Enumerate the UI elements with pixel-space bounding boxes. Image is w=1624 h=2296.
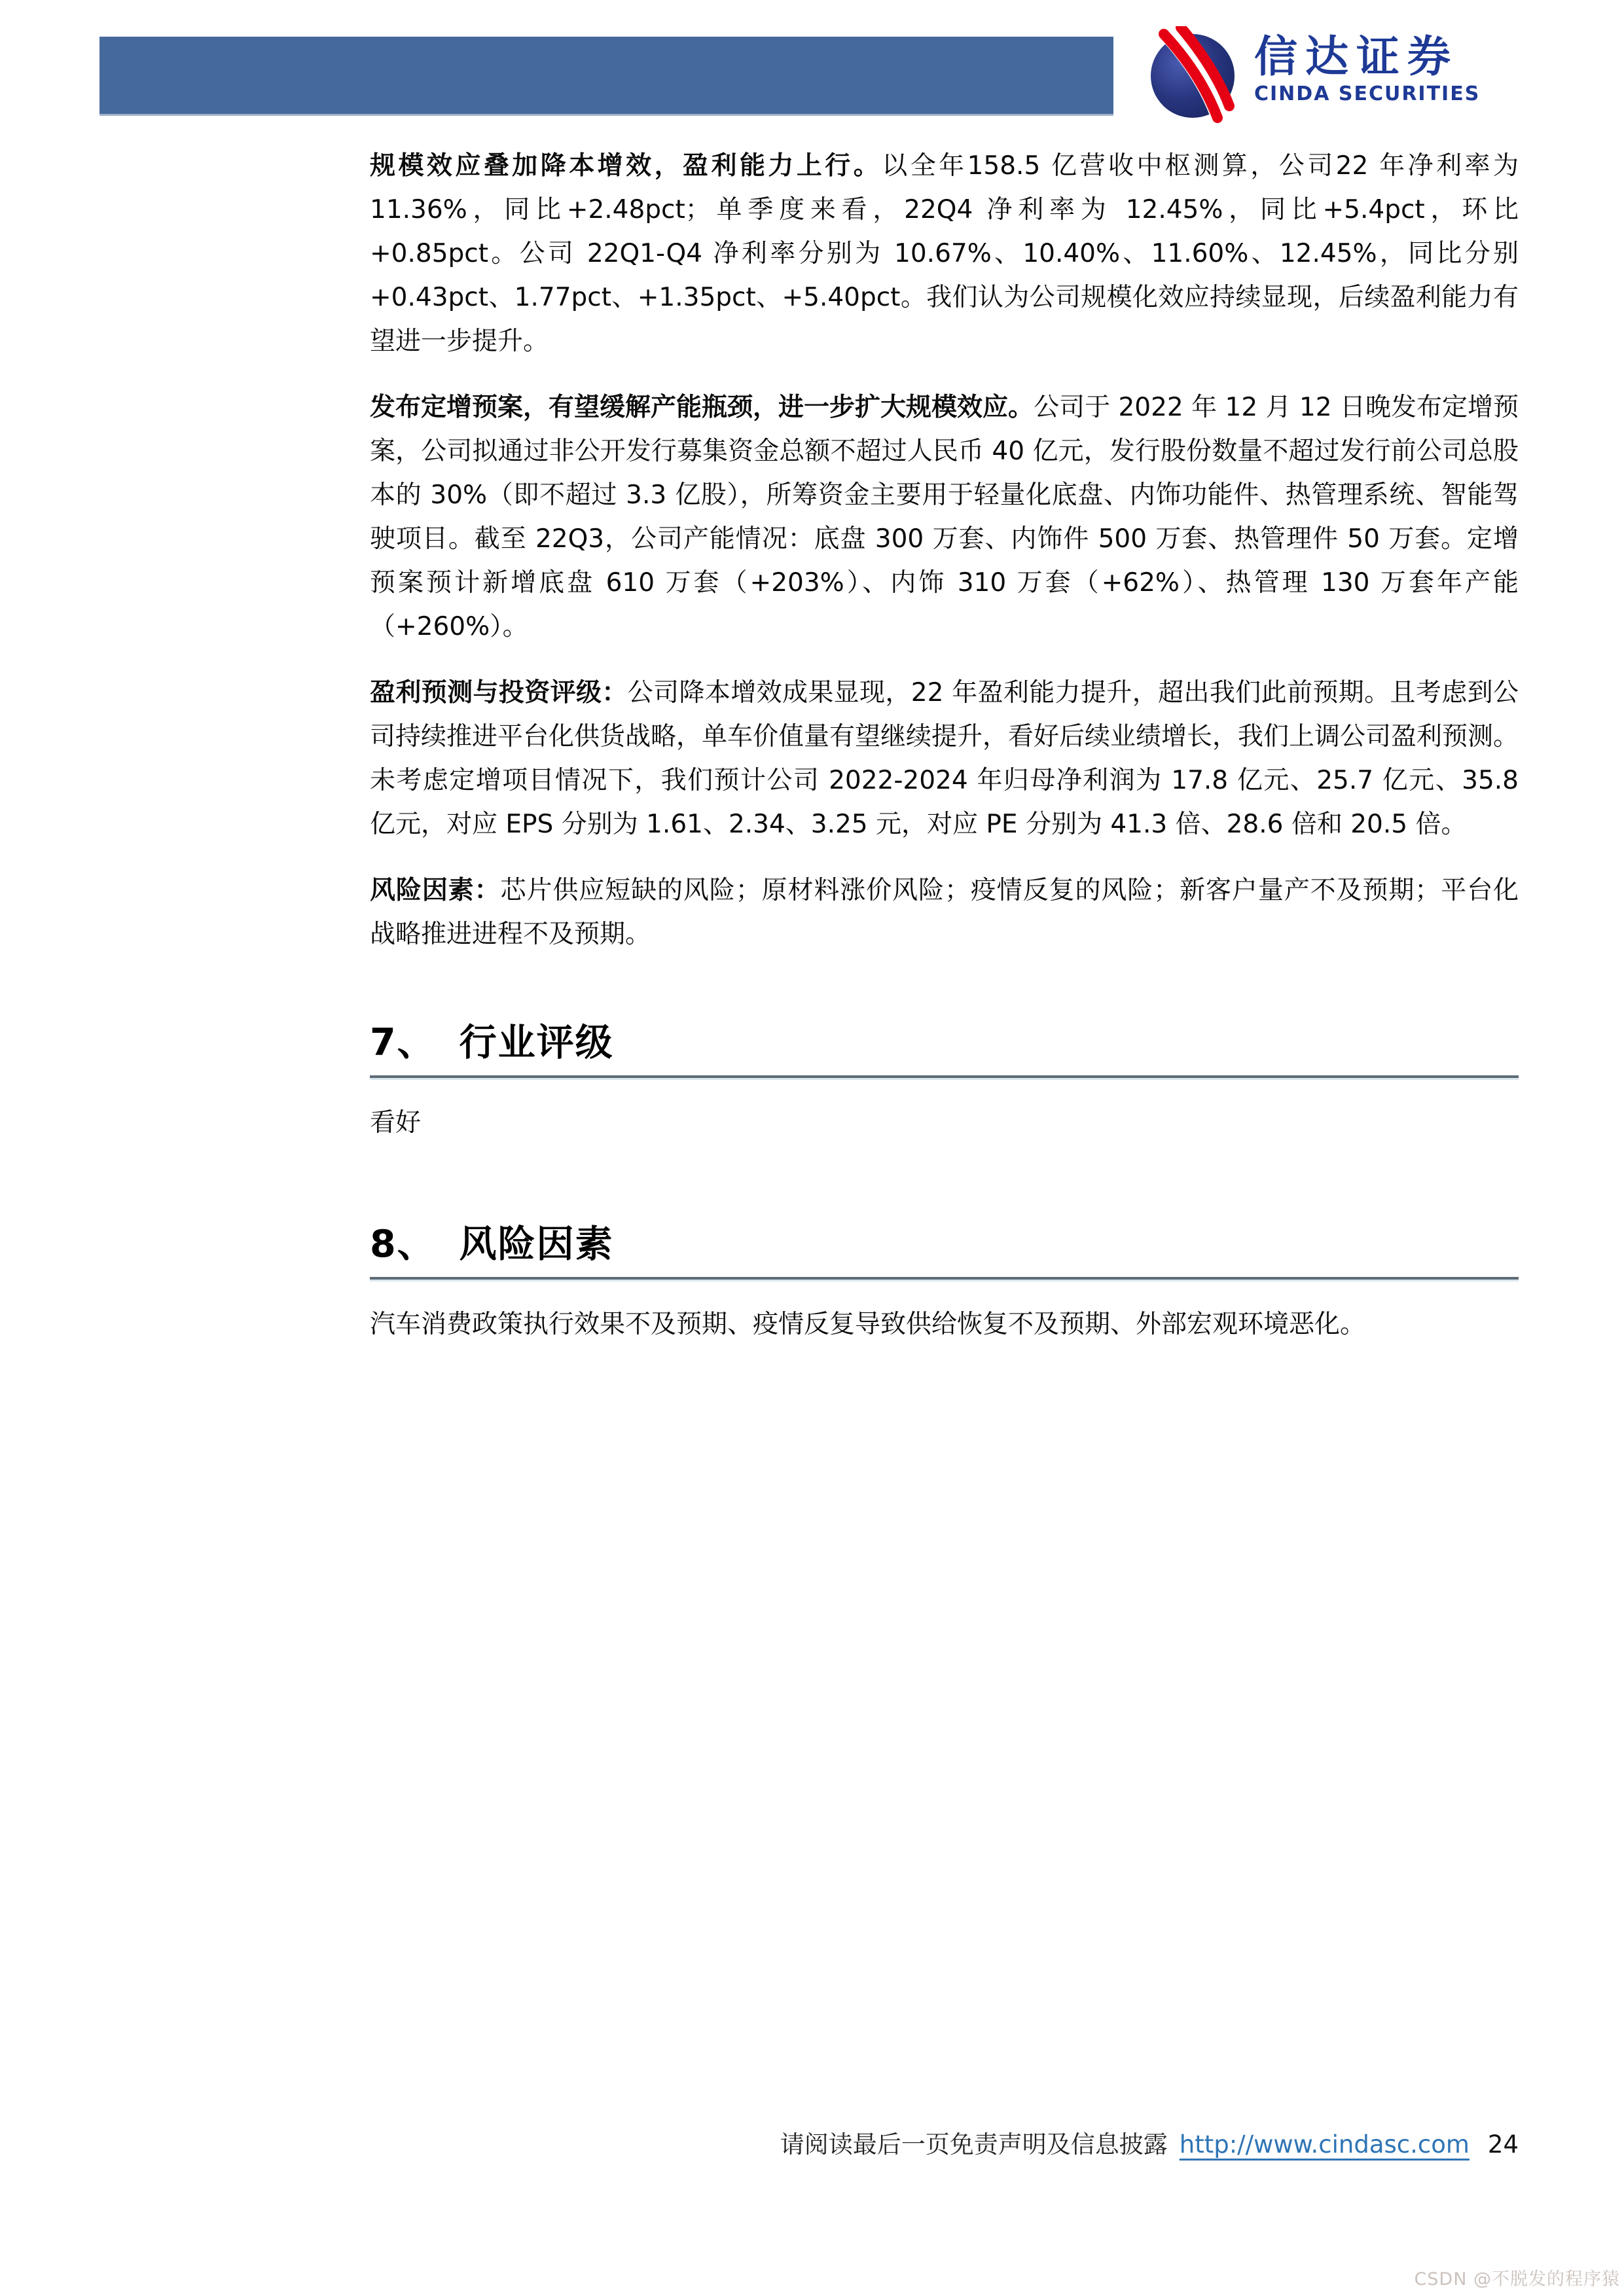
header-banner <box>99 37 1113 116</box>
brand-name-chinese: 信达证券 <box>1254 31 1458 82</box>
paragraph-text: 以全年158.5 亿营收中枢测算，公司22 年净利率为 11.36%，同比+2.48pct；单季度来看，22Q4 净利率为 12.45%，同比+5.4pct，环比+0.85pct。公司 22Q1-Q4 净利率分别为 10.67%、10.40%、11.60%、12.45%，同比分别+0.43pct、1.77pct、+1.35pct、+5.40pct。我们认为公司规模化效应持续显现，后续盈利能力有望进一步提升。 <box>370 151 1519 356</box>
brand-text <box>1254 26 1480 105</box>
report-body <box>370 144 1519 1346</box>
section-title: 行业评级 <box>459 1021 614 1064</box>
paragraph-placement-plan <box>370 386 1519 649</box>
section-risk-factors <box>370 1221 1519 1346</box>
paragraph-lead: 盈利预测与投资评级： <box>370 678 628 708</box>
paragraph-text: 芯片供应短缺的风险；原材料涨价风险；疫情反复的风险；新客户量产不及预期；平台化战略推进进程不及预期。 <box>370 876 1519 949</box>
page-footer <box>780 2125 1519 2160</box>
footer-site-link[interactable]: http://www.cindasc.com <box>1179 2130 1470 2159</box>
section-body-text: 看好 <box>370 1108 422 1138</box>
section-heading <box>370 1019 1519 1066</box>
paragraph-risk-factors <box>370 869 1519 956</box>
section-number: 7、 <box>370 1021 436 1064</box>
section-number: 8、 <box>370 1223 436 1266</box>
cinda-logo <box>1144 26 1480 124</box>
cinda-globe-icon <box>1144 26 1241 123</box>
section-heading <box>370 1221 1519 1268</box>
paragraph-profitability <box>370 144 1519 363</box>
paragraph-lead: 风险因素： <box>370 876 501 905</box>
heading-divider <box>370 1277 1519 1282</box>
paragraph-lead: 发布定增预案，有望缓解产能瓶颈，进一步扩大规模效应。 <box>370 393 1034 422</box>
section-industry-rating <box>370 1019 1519 1145</box>
paragraph-text: 公司于 2022 年 12 月 12 日晚发布定增预案，公司拟通过非公开发行募集资金总额不超过人民币 40 亿元，发行股份数量不超过发行前公司总股本的 30%（即不超过 3.3 亿股），所筹资金主要用于轻量化底盘、内饰功能件、热管理系统、智能驾驶项目。截至 22Q3，公司产能情况：底盘 300 万套、内饰件 500 万套、热管理件 50 万套。定增预案预计新增底盘 610 万套（+203%）、内饰 310 万套（+62%）、热管理 130 万套年产能（+260%）。 <box>370 393 1519 641</box>
brand-name-english: CINDA SECURITIES <box>1254 82 1481 105</box>
paragraph-lead: 规模效应叠加降本增效，盈利能力上行。 <box>370 151 882 181</box>
section-title: 风险因素 <box>459 1223 614 1266</box>
paragraph-earnings-forecast <box>370 671 1519 846</box>
csdn-watermark: CSDN @不脱发的程序猿 <box>1414 2269 1620 2289</box>
section-body-text: 汽车消费政策执行效果不及预期、疫情反复导致供给恢复不及预期、外部宏观环境恶化。 <box>370 1310 1366 1339</box>
page-number: 24 <box>1487 2130 1519 2159</box>
footer-disclaimer: 请阅读最后一页免责声明及信息披露 <box>780 2130 1168 2159</box>
paragraph-text: 公司降本增效成果显现，22 年盈利能力提升，超出我们此前预期。且考虑到公司持续推进平台化供货战略，单车价值量有望继续提升，看好后续业绩增长，我们上调公司盈利预测。未考虑定增项目情况下，我们预计公司 2022-2024 年归母净利润为 17.8 亿元、25.7 亿元、35.8 亿元，对应 EPS 分别为 1.61、2.34、3.25 元，对应 PE 分别为 41.3 倍、28.6 倍和 20.5 倍。 <box>370 678 1519 839</box>
heading-divider <box>370 1075 1519 1080</box>
